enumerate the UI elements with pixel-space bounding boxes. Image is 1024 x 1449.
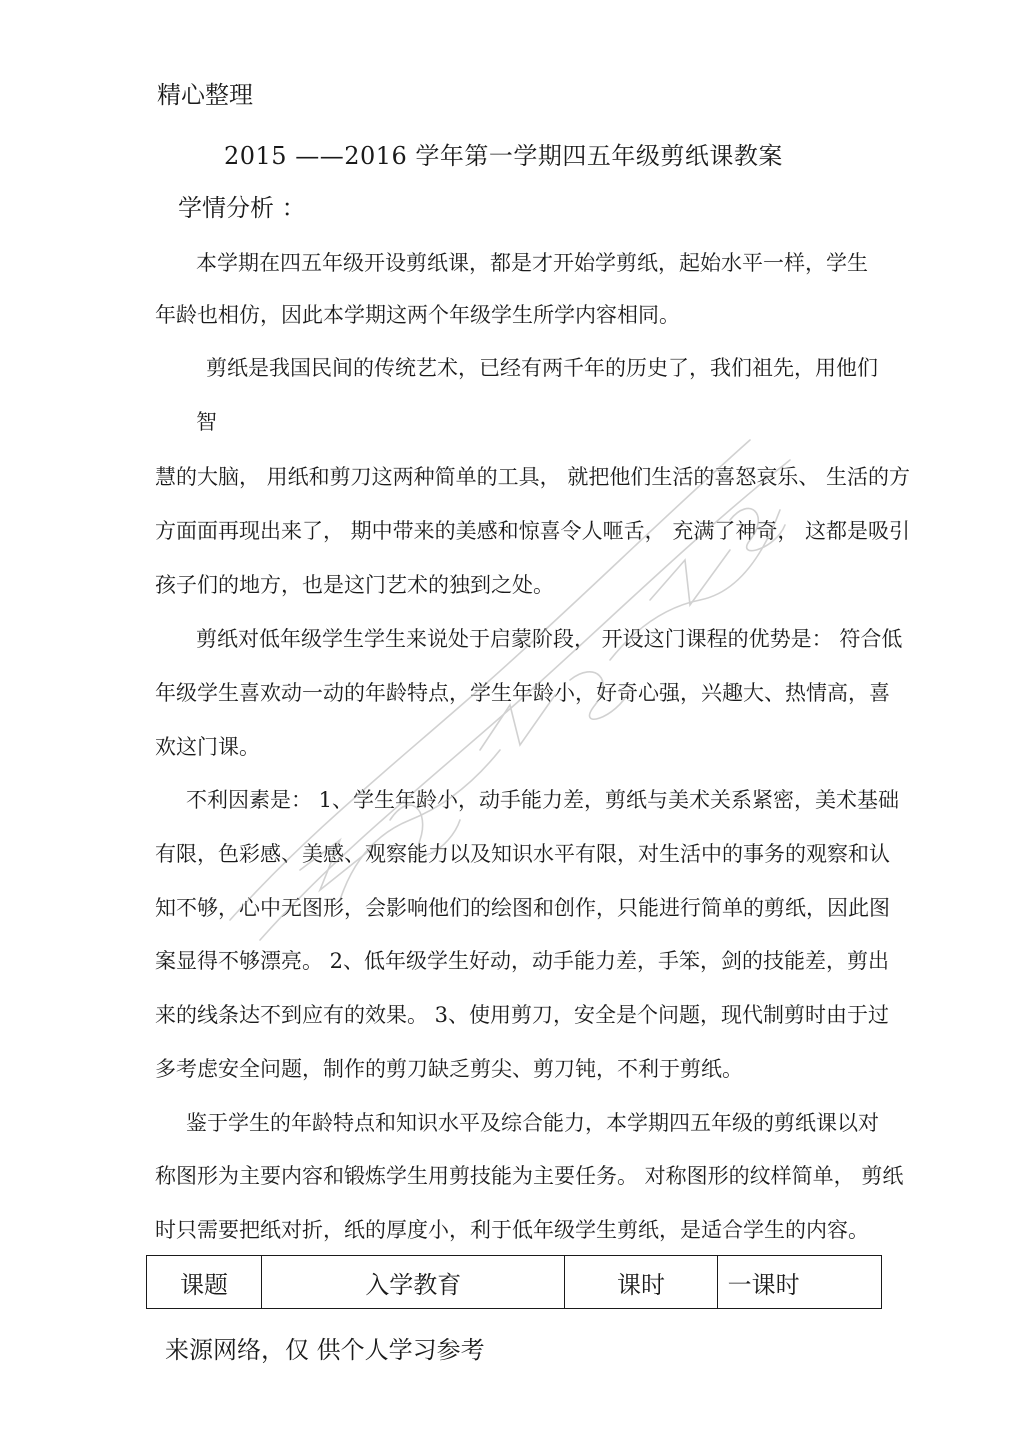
paragraph-line: 不利因素是： 1、学生年龄小，动手能力差，剪纸与美术关系紧密，美术基础 [186, 788, 900, 812]
paragraph-line: 剪纸对低年级学生学生来说处于启蒙阶段， 开设这门课程的优势是： 符合低 [196, 627, 903, 651]
hours-label-cell: 课时 [565, 1256, 717, 1309]
paragraph-line: 有限，色彩感、美感、观察能力以及知识水平有限，对生活中的事务的观察和认 [155, 842, 890, 866]
paragraph-line: 方面面再现出来了， 期中带来的美感和惊喜令人咂舌， 充满了神奇， 这都是吸引 [155, 519, 911, 543]
paragraph-line: 慧的大脑， 用纸和剪刀这两种简单的工具， 就把他们生活的喜怒哀乐、 生活的方 [155, 465, 911, 489]
paragraph-line: 年级学生喜欢动一动的年龄特点，学生年龄小，好奇心强，兴趣大、热情高，喜 [155, 681, 890, 705]
paragraph-line: 孩子们的地方，也是这门艺术的独到之处。 [155, 573, 554, 597]
table-row [147, 1256, 882, 1309]
paragraph-line: 知不够，心中无图形，会影响他们的绘图和创作，只能进行简单的剪纸，因此图 [155, 896, 890, 920]
paragraph-line: 时只需要把纸对折，纸的厚度小，利于低年级学生剪纸，是适合学生的内容。 [155, 1218, 869, 1242]
paragraph-line: 欢这门课。 [155, 735, 260, 759]
paragraph-line: 智 [196, 410, 217, 434]
paragraph-line: 本学期在四五年级开设剪纸课，都是才开始学剪纸，起始水平一样，学生 [196, 251, 868, 275]
topic-value-cell: 入学教育 [262, 1256, 565, 1309]
paragraph-line: 来的线条达不到应有的效果。 3、使用剪刀，安全是个问题，现代制剪时由于过 [155, 1003, 890, 1027]
paragraph-line: 称图形为主要内容和锻炼学生用剪技能为主要任务。 对称图形的纹样简单， 剪纸 [155, 1164, 904, 1188]
paragraph-line: 鉴于学生的年龄特点和知识水平及综合能力，本学期四五年级的剪纸课以对 [186, 1111, 879, 1135]
paragraph-line: 年龄也相仿，因此本学期这两个年级学生所学内容相同。 [155, 303, 680, 327]
paragraph-line: 剪纸是我国民间的传统艺术，已经有两千年的历史了，我们祖先，用他们 [206, 356, 878, 380]
lesson-table [146, 1255, 882, 1309]
footer-note: 来源网络，仅 供个人学习参考 [165, 1336, 485, 1364]
paragraph-line: 多考虑安全问题，制作的剪刀缺乏剪尖、剪刀钝，不利于剪纸。 [155, 1057, 743, 1081]
document-title: 2015 ——2016 学年第一学期四五年级剪纸课教案 [224, 142, 783, 170]
paragraph-line: 案显得不够漂亮。 2、低年级学生好动，动手能力差，手笨，剑的技能差，剪出 [155, 949, 890, 973]
hours-value-cell: 一课时 [717, 1256, 881, 1309]
header-note: 精心整理 [157, 81, 253, 109]
section-heading: 学情分析 ： [178, 194, 306, 222]
topic-label-cell: 课题 [147, 1256, 262, 1309]
